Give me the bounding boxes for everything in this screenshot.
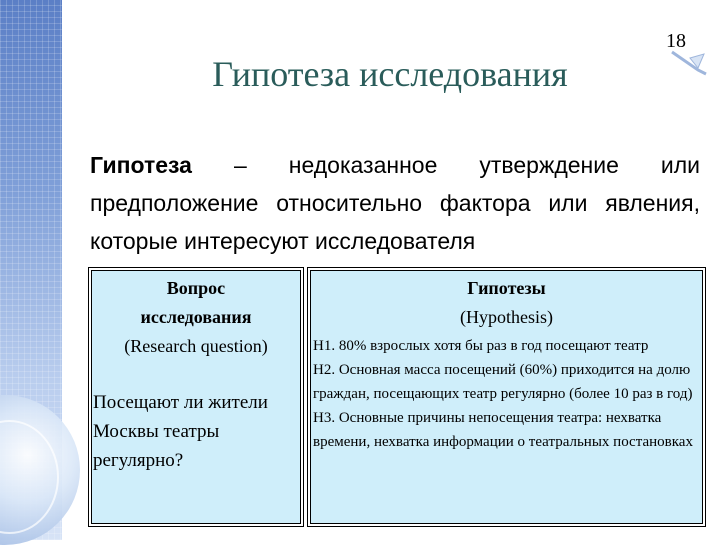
hypothesis-item: H2. Основная масса посещений (60%) приходится на долю граждан, посещающих театр регулярно (более 10 раз в год) (313, 362, 693, 402)
hypothesis-item: H1. 80% взрослых хотя бы раз в год посещают театр (313, 338, 649, 354)
pin-icon (668, 48, 710, 78)
hypothesis-item: H3. Основные причины непосещения театра: нехватка времени, нехватка информации о театральных постановках (313, 410, 693, 450)
research-question-heading (92, 274, 300, 332)
research-question-box (91, 270, 301, 524)
heading-line-2: исследования (140, 307, 252, 327)
definition-term: Гипотеза (90, 152, 192, 178)
hypotheses-list (311, 334, 702, 454)
research-question-subheading: (Research question) (124, 336, 268, 356)
slide-title: Гипотеза исследования (212, 54, 568, 94)
definition-text: – недоказанное утверждение или предположение относительно фактора или явления, которые интересуют исследователя (90, 152, 700, 254)
definition-paragraph (90, 146, 700, 266)
hypotheses-heading: Гипотезы (467, 278, 546, 298)
research-question-text: Посещают ли жители Москвы театры регулярно? (93, 392, 268, 471)
page-number: 18 (666, 30, 686, 52)
hypotheses-box (310, 270, 703, 524)
hypotheses-subheading: (Hypothesis) (460, 307, 553, 327)
heading-line-1: Вопрос (166, 278, 226, 298)
